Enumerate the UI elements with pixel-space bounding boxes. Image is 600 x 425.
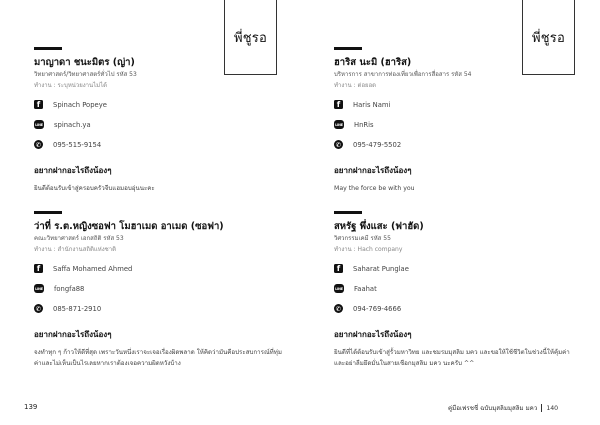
- contact-facebook: [334, 263, 584, 274]
- contact-facebook: [34, 99, 284, 110]
- profile-name: มาญาดา ชนะมิตร (ญ่า): [34, 57, 135, 68]
- question-heading: อยากฝากอะไรถึงน้องๆ: [34, 166, 112, 175]
- section-tag: พี่ชูรอ: [224, 0, 277, 75]
- title-bar: [34, 47, 62, 50]
- contact-line: [334, 119, 584, 130]
- question-heading: อยากฝากอะไรถึงน้องๆ: [334, 330, 412, 339]
- title-bar: [334, 47, 362, 50]
- profile-card-manyada: [34, 47, 284, 194]
- question-heading: อยากฝากอะไรถึงน้องๆ: [34, 330, 112, 339]
- facebook-name: Haris Nami: [353, 100, 391, 109]
- phone-icon: ✆: [335, 304, 342, 313]
- line-icon: LINE: [34, 120, 44, 129]
- line-id: Faahat: [354, 284, 377, 293]
- phone-icon: ✆: [335, 140, 342, 149]
- profile-work: ทำงาน : ระบุหน่วยงานไม่ได้: [34, 82, 108, 89]
- contact-line: [34, 119, 284, 130]
- profile-faculty: วิทยาศาสตร์/วิทยาศาสตร์ทั่วไป รหัส 53: [34, 71, 137, 78]
- profile-faculty: คณะวิทยาศาสตร์ เอกสถิติ รหัส 53: [34, 235, 124, 242]
- line-id: spinach.ya: [54, 120, 91, 129]
- line-id: fongfa88: [54, 284, 85, 293]
- phone-number: 094-769-4666: [353, 304, 402, 313]
- profile-name: สหรัฐ พึ่งแสะ (ฟาฮัด): [334, 221, 424, 232]
- contact-phone: [334, 139, 584, 150]
- facebook-icon: f: [334, 264, 343, 273]
- title-bar: [34, 211, 62, 214]
- footer-divider: [541, 404, 542, 412]
- contact-facebook: [334, 99, 584, 110]
- contact-line: [34, 283, 284, 294]
- profile-card-saffa: [34, 211, 284, 369]
- facebook-icon: f: [34, 264, 43, 273]
- line-icon: LINE: [34, 284, 44, 293]
- facebook-name: Saffa Mohamed Ahmed: [53, 264, 133, 273]
- profile-work: ทำงาน : Hach company: [334, 246, 403, 253]
- page-number-left: 139: [24, 403, 38, 411]
- contact-phone: [34, 303, 284, 314]
- profile-faculty: บริหารการ สาขาการท่องเที่ยวเพื่อการสื่อสาร รหัส 54: [334, 71, 472, 78]
- phone-number: 085-871-2910: [53, 304, 102, 313]
- phone-number: 095-515-9154: [53, 140, 102, 149]
- facebook-icon: f: [334, 100, 343, 109]
- contact-phone: [334, 303, 584, 314]
- answer-text: ยินดีที่ได้ต้อนรับเข้าสู่รั้วมหาวิทย และชมรมมุสลิม มคว และขอให้ใช้ชีวิตในช่วงนี้ให้คุ้มค่า และอย่าลืมยึดมั่นในสายเชือกมุสลิม มคว นะครับ ^^: [334, 349, 570, 367]
- profile-name: ว่าที่ ร.ต.หญิงซอฟา โมฮาเมด อาเมด (ซอฟา): [34, 221, 224, 232]
- question-heading: อยากฝากอะไรถึงน้องๆ: [334, 166, 412, 175]
- section-tag: พี่ชูรอ: [522, 0, 575, 75]
- title-bar: [334, 211, 362, 214]
- profile-card-saharat: [334, 211, 584, 369]
- profile-name: ฮาริส นะมิ (ฮาริส): [334, 57, 412, 68]
- answer-text: จงทำทุก ๆ ก้าวให้ดีที่สุด เพราะวันหนึ่งเราจะเจอเรื่องผิดพลาด ให้คิดว่ามันคือประสบการณ์ที่ทุ่มค่าและไม่เห็นเป็นไรเลยหากเราต้องเจอความผิดหวังบ้าง: [34, 349, 282, 367]
- phone-icon: ✆: [35, 304, 42, 313]
- facebook-icon: f: [34, 100, 43, 109]
- footer-title-block: [448, 403, 558, 413]
- line-icon: LINE: [334, 284, 344, 293]
- profile-work: ทำงาน : ต่อยอด: [334, 82, 377, 89]
- answer-text: May the force be with you: [334, 185, 415, 192]
- line-id: HnRis: [354, 120, 374, 129]
- contact-line: [334, 283, 584, 294]
- answer-text: ยินดีต้อนรับเข้าสู่ครอบครัวจีบแฮมอบอุ่นนะคะ: [34, 185, 155, 192]
- right-page: [300, 0, 600, 425]
- facebook-name: Spinach Popeye: [53, 100, 107, 109]
- contact-facebook: [34, 263, 284, 274]
- profile-work: ทำงาน : สำนักงานสถิติแห่งชาติ: [34, 246, 117, 253]
- line-icon: LINE: [334, 120, 344, 129]
- profile-faculty: วิศวกรรมเคมี รหัส 55: [334, 235, 391, 242]
- phone-icon: ✆: [35, 140, 42, 149]
- facebook-name: Saharat Punglae: [353, 264, 409, 273]
- contact-phone: [34, 139, 284, 150]
- page-number-right: 140: [546, 405, 559, 412]
- book-title: คู่มือเฟรชชี่ ฉบับมุสลิมมุสลิม มคว: [448, 405, 538, 412]
- phone-number: 095-479-5502: [353, 140, 402, 149]
- profile-card-haris: [334, 47, 584, 194]
